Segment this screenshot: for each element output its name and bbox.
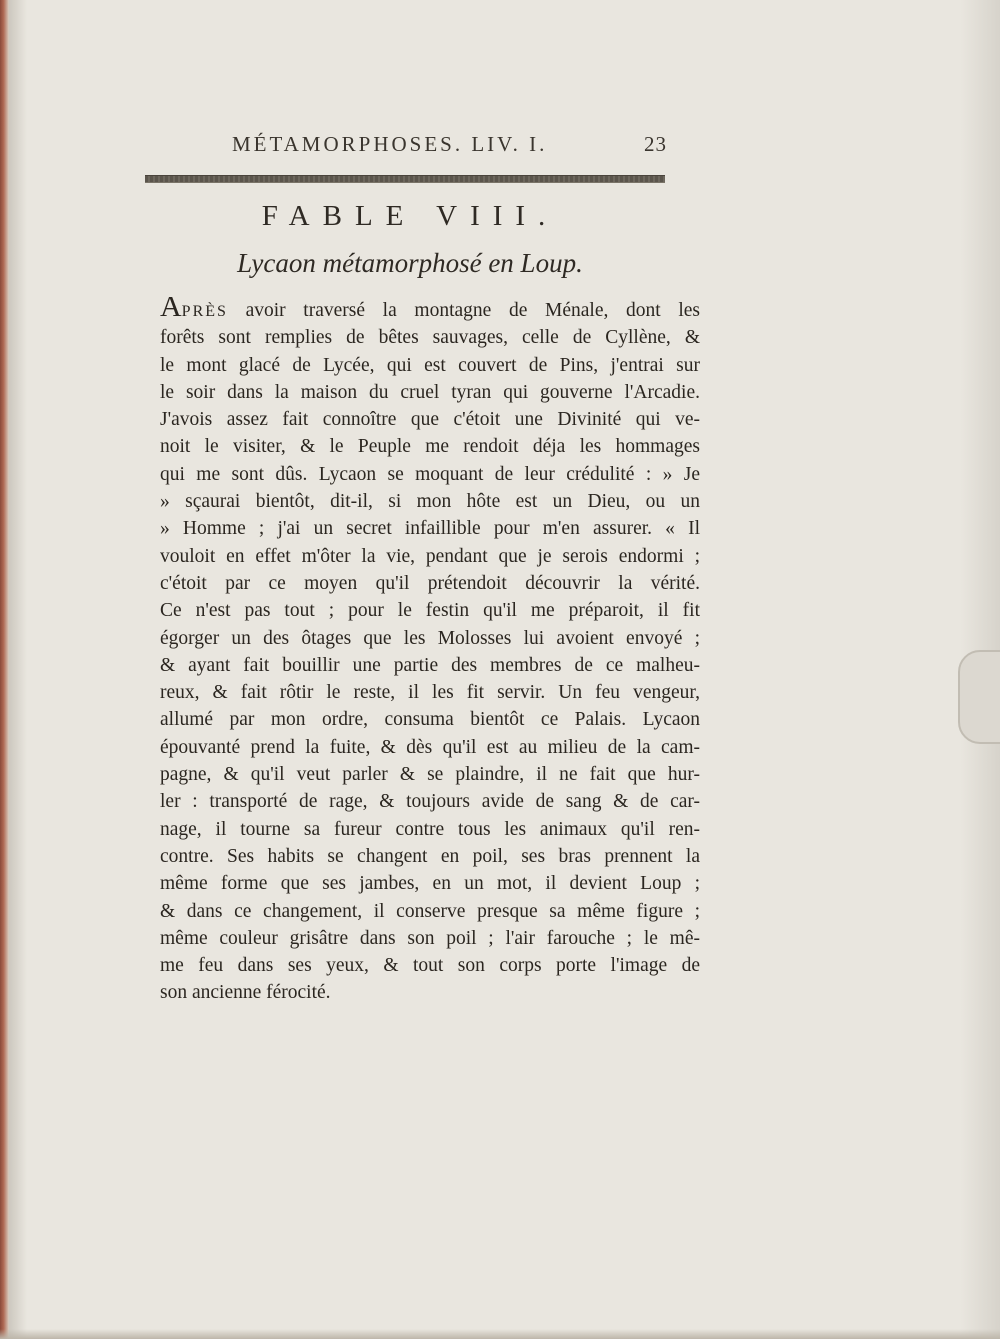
header-rule	[145, 175, 665, 183]
body-line: vouloit en effet m'ôter la vie, pendant que je serois endormi ;	[160, 545, 700, 567]
gutter-shadow	[9, 0, 27, 1339]
body-line: son ancienne férocité.	[160, 982, 331, 1004]
page-number: 23	[644, 132, 667, 156]
body-line: nage, il tourne sa fureur contre tous les animaux qu'il ren-	[160, 818, 700, 840]
body-line: qui me sont dûs. Lycaon se moquant de leur crédulité : » Je	[160, 463, 700, 485]
running-head	[232, 128, 682, 158]
body-line: noit le visiter, & le Peuple me rendoit déja les hommages	[160, 436, 700, 458]
body-line: & ayant fait bouillir une partie des membres de ce malheu-	[160, 654, 700, 676]
fable-number: FABLE VIII.	[261, 200, 559, 232]
body-line: Ce n'est pas tout ; pour le festin qu'il me préparoit, il fit	[160, 600, 700, 622]
body-line: épouvanté prend la fuite, & dès qu'il est au milieu de la cam-	[160, 736, 700, 758]
first-word-smallcaps: PRÈS	[181, 303, 228, 320]
body-line: même forme que ses jambes, en un mot, il devient Loup ;	[160, 873, 700, 895]
body-line: » Homme ; j'ai un secret infaillible pour m'en assurer. « Il	[160, 518, 700, 540]
binding-edge	[0, 0, 9, 1339]
fable-body-text	[160, 297, 700, 1007]
body-line: même couleur grisâtre dans son poil ; l'air farouche ; le mê-	[160, 927, 700, 949]
body-line: pagne, & qu'il veut parler & se plaindre, il ne fait que hur-	[160, 764, 700, 786]
body-line: reux, & fait rôtir le reste, il les fit servir. Un feu vengeur,	[160, 682, 700, 704]
body-line: contre. Ses habits se changent en poil, ses bras prennent la	[160, 845, 700, 867]
body-line: le mont glacé de Lycée, qui est couvert de Pins, j'entrai sur	[160, 354, 700, 376]
body-line: forêts sont remplies de bêtes sauvages, celle de Cyllène, &	[160, 327, 700, 349]
body-line: le soir dans la maison du cruel tyran qui gouverne l'Arcadie.	[160, 381, 700, 403]
first-line-text: avoir traversé la montagne de Ménale, dont les	[227, 300, 700, 321]
body-line: égorger un des ôtages que les Molosses lui avoient envoyé ;	[160, 627, 700, 649]
bottom-page-edge	[0, 1329, 1000, 1339]
body-line: allumé par mon ordre, consuma bientôt ce Palais. Lycaon	[160, 709, 700, 731]
body-line: ler : transporté de rage, & toujours avide de sang & de car-	[160, 791, 700, 813]
page-tab-marker	[958, 650, 1000, 744]
fable-subtitle: Lycaon métamorphosé en Loup.	[237, 248, 583, 278]
body-line: me feu dans ses yeux, & tout son corps porte l'image de	[160, 955, 700, 977]
body-line: & dans ce changement, il conserve presque sa même figure ;	[160, 900, 700, 922]
running-head-title: MÉTAMORPHOSES. LIV. I.	[232, 132, 548, 156]
body-line: c'étoit par ce moyen qu'il prétendoit découvrir la vérité.	[160, 572, 700, 594]
body-line-first	[160, 297, 700, 324]
body-line: » sçaurai bientôt, dit-il, si mon hôte est un Dieu, ou un	[160, 491, 700, 513]
drop-initial: A	[160, 297, 182, 323]
body-line: J'avois assez fait connoître que c'étoit une Divinité qui ve-	[160, 409, 700, 431]
